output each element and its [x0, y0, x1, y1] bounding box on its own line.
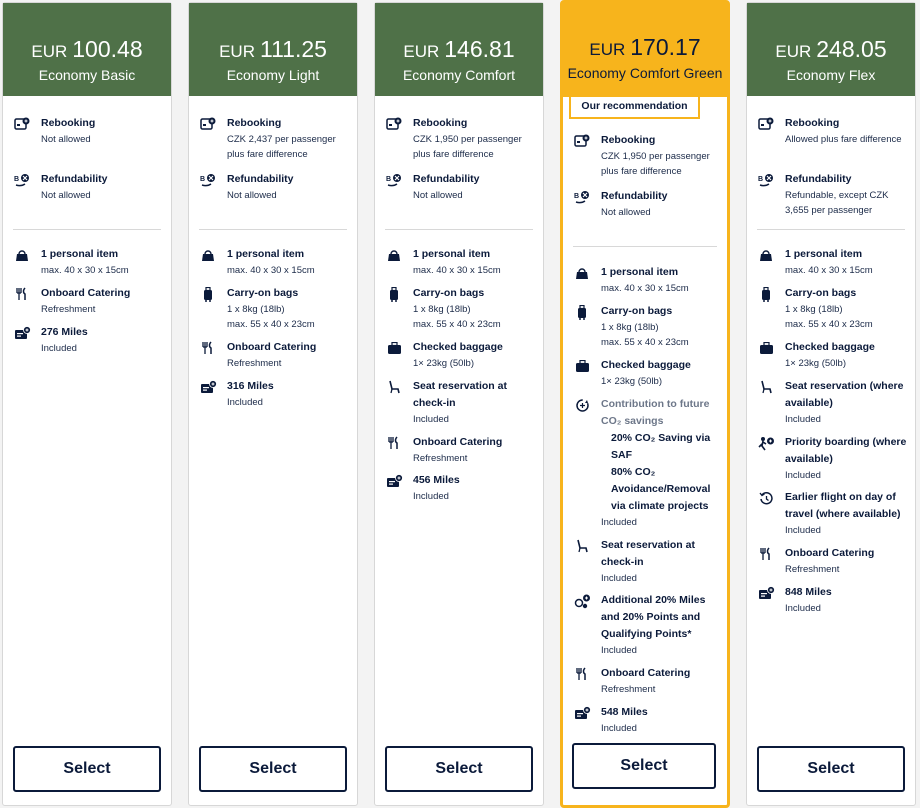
- fare-item-title: Rebooking: [601, 134, 656, 146]
- fare-name: Economy Light: [226, 67, 320, 83]
- fare-item-text: [785, 434, 909, 483]
- fare-card: [560, 0, 730, 808]
- fare-name: Economy Flex: [786, 67, 876, 83]
- recommendation-badge: Our recommendation: [569, 97, 700, 119]
- refund-icon: [573, 189, 591, 205]
- fare-item-title: Seat reservation at check-in: [601, 539, 695, 568]
- seat-icon: [385, 379, 403, 395]
- fare-item: [13, 115, 165, 147]
- fare-item-detail: Included: [785, 470, 821, 481]
- fare-item: [385, 115, 537, 162]
- fare-item: [13, 171, 165, 203]
- fare-item-text: [413, 246, 537, 278]
- fare-item-detail: Included: [601, 645, 637, 656]
- fare-item-detail: Allowed plus fare difference: [785, 134, 902, 145]
- fare-item-title: Rebooking: [413, 117, 468, 129]
- fare-item-detail: max. 55 x 40 x 23cm: [785, 319, 873, 330]
- fare-item-detail: Included: [785, 603, 821, 614]
- fare-item: [573, 264, 725, 296]
- checked-baggage-icon: [573, 358, 591, 374]
- fare-item-title: Contribution to future CO₂ savings: [601, 398, 710, 427]
- fare-item-detail: Included: [227, 397, 263, 408]
- refund-icon: [199, 172, 217, 188]
- seat-icon: [573, 538, 591, 554]
- fare-item: [199, 339, 351, 371]
- fare-item: [199, 115, 351, 162]
- fare-item-title: Refundability: [41, 173, 108, 185]
- fare-item-title: 548 Miles: [601, 706, 648, 718]
- fare-item-text: [601, 132, 725, 179]
- fare-item-detail: 1 x 8kg (18lb): [785, 304, 843, 315]
- fare-item: [13, 324, 165, 356]
- fare-item-subitem: 80% CO₂ Avoidance/Removal via climate projects: [611, 466, 711, 512]
- fare-item-title: Refundability: [227, 173, 294, 185]
- personal-item-icon: [13, 247, 31, 263]
- fare-item: [573, 704, 725, 736]
- fare-item-title: 1 personal item: [413, 248, 491, 260]
- fare-item-detail: Not allowed: [413, 190, 463, 201]
- fare-item-title: Refundability: [413, 173, 480, 185]
- fare-item-detail: Included: [41, 343, 77, 354]
- fare-item: [573, 396, 725, 530]
- fare-header: [189, 3, 357, 96]
- refund-icon: [757, 172, 775, 188]
- fare-item-detail: max. 40 x 30 x 15cm: [413, 265, 501, 276]
- fare-item-detail: Included: [785, 525, 821, 536]
- fare-item-detail: Refreshment: [785, 564, 840, 575]
- fare-name: Economy Comfort Green: [567, 65, 723, 81]
- fare-item-title: Rebooking: [227, 117, 282, 129]
- fare-item-title: Rebooking: [785, 117, 840, 129]
- fare-price: [375, 37, 543, 64]
- select-button[interactable]: Select: [572, 743, 716, 789]
- divider: [385, 229, 533, 230]
- fare-item-title: Rebooking: [41, 117, 96, 129]
- co2-icon: [573, 397, 591, 413]
- fare-item: [385, 246, 537, 278]
- fare-item-text: [227, 246, 351, 278]
- personal-item-icon: [757, 247, 775, 263]
- personal-item-icon: [573, 265, 591, 281]
- fare-item-text: [785, 339, 909, 371]
- fare-item-detail: 1 x 8kg (18lb): [227, 304, 285, 315]
- fare-item-title: 316 Miles: [227, 380, 274, 392]
- svg-text:B: B: [758, 176, 764, 183]
- fare-item-detail: max. 55 x 40 x 23cm: [227, 319, 315, 330]
- catering-icon: [573, 666, 591, 682]
- fare-item-text: [413, 434, 537, 466]
- fare-card: [374, 2, 544, 806]
- fare-item-detail: Not allowed: [41, 190, 91, 201]
- price-amount: 100.48: [72, 36, 143, 62]
- fare-item: [757, 545, 909, 577]
- fare-item-detail: max. 55 x 40 x 23cm: [601, 337, 689, 348]
- fare-item-detail: max. 40 x 30 x 15cm: [601, 283, 689, 294]
- checked-baggage-icon: [757, 340, 775, 356]
- miles-icon: [13, 325, 31, 341]
- catering-icon: [385, 435, 403, 451]
- catering-icon: [13, 286, 31, 302]
- fare-item-detail: max. 40 x 30 x 15cm: [785, 265, 873, 276]
- miles-icon: [199, 379, 217, 395]
- fare-item-title: Carry-on bags: [785, 287, 857, 299]
- divider: [573, 246, 717, 247]
- fare-item: [385, 378, 537, 427]
- catering-icon: [199, 340, 217, 356]
- fare-item: [757, 434, 909, 483]
- fare-item: [199, 285, 351, 332]
- fare-item-text: [413, 339, 537, 371]
- fare-item-title: Priority boarding (where available): [785, 436, 907, 465]
- fare-item-detail: 1× 23kg (50lb): [413, 358, 474, 369]
- fare-header: [563, 3, 727, 97]
- fare-item-text: [413, 115, 537, 162]
- fare-item-detail: Not allowed: [41, 134, 91, 145]
- fare-item-title: 276 Miles: [41, 326, 88, 338]
- fare-item-text: [41, 115, 165, 147]
- carry-on-icon: [199, 286, 217, 302]
- svg-text:B: B: [14, 176, 20, 183]
- divider: [13, 229, 161, 230]
- select-button[interactable]: Select: [757, 746, 905, 792]
- fare-item-title: Seat reservation at check-in: [413, 380, 507, 409]
- carry-on-icon: [385, 286, 403, 302]
- fare-item: [385, 339, 537, 371]
- rebooking-icon: [385, 116, 403, 132]
- refund-icon: [385, 172, 403, 188]
- fare-name: Economy Comfort: [402, 67, 516, 83]
- fare-item-detail: Not allowed: [601, 207, 651, 218]
- fare-item: [757, 171, 909, 218]
- currency-label: EUR: [775, 42, 812, 61]
- fare-item-title: Additional 20% Miles and 20% Points and Qualifying Points*: [601, 594, 706, 640]
- fare-item: [573, 537, 725, 586]
- select-button[interactable]: Select: [13, 746, 161, 792]
- fare-item-text: [601, 188, 725, 220]
- currency-label: EUR: [219, 42, 255, 61]
- fare-item-text: [41, 285, 165, 317]
- svg-text:B: B: [200, 176, 206, 183]
- fare-item: [13, 246, 165, 278]
- fare-header: [747, 3, 915, 96]
- fare-price: [189, 37, 357, 64]
- fare-item-title: Carry-on bags: [601, 305, 673, 317]
- fare-item-text: [601, 704, 725, 736]
- fare-item: [573, 303, 725, 350]
- fare-item-detail: 1 x 8kg (18lb): [601, 322, 659, 333]
- fare-item-text: [601, 537, 725, 586]
- checked-baggage-icon: [385, 340, 403, 356]
- fare-item-detail: Included: [601, 517, 637, 528]
- rebooking-icon: [757, 116, 775, 132]
- fare-item-detail: Refreshment: [227, 358, 282, 369]
- fare-item-detail: Included: [601, 573, 637, 584]
- fare-item: [13, 285, 165, 317]
- price-amount: 170.17: [630, 34, 701, 60]
- fare-item: [573, 188, 725, 220]
- fare-item-detail: Not allowed: [227, 190, 277, 201]
- fare-item: [757, 378, 909, 427]
- fare-header: [375, 3, 543, 96]
- personal-item-icon: [199, 247, 217, 263]
- fare-item-detail: 1 x 8kg (18lb): [413, 304, 471, 315]
- fare-price: [747, 37, 915, 64]
- carry-on-icon: [573, 304, 591, 320]
- fare-item-title: Refundability: [601, 190, 668, 202]
- fare-item-detail: CZK 1,950 per passenger plus fare difference: [413, 134, 522, 160]
- fare-item-text: [785, 378, 909, 427]
- fare-item-text: [785, 545, 909, 577]
- fare-item-detail: Included: [601, 723, 637, 734]
- fare-item-title: 1 personal item: [601, 266, 679, 278]
- fare-item-text: [601, 264, 725, 296]
- fare-item-text: [413, 378, 537, 427]
- fare-item: [573, 357, 725, 389]
- fare-item: [757, 489, 909, 538]
- fare-item: [573, 132, 725, 179]
- fare-item-detail: Refreshment: [41, 304, 96, 315]
- fare-card: [188, 2, 358, 806]
- fare-item-title: Checked baggage: [785, 341, 875, 353]
- fare-item-title: Earlier flight on day of travel (where available): [785, 491, 901, 520]
- fare-item-text: [413, 285, 537, 332]
- rebooking-icon: [573, 133, 591, 149]
- fare-item: [199, 171, 351, 203]
- fare-item-text: [601, 592, 725, 658]
- select-button[interactable]: Select: [385, 746, 533, 792]
- fare-price: [563, 35, 727, 62]
- fare-item-text: [227, 171, 351, 203]
- fare-item-text: [785, 171, 909, 218]
- fare-item-text: [785, 115, 909, 147]
- fare-item-title: Refundability: [785, 173, 852, 185]
- catering-icon: [757, 546, 775, 562]
- carry-on-icon: [757, 286, 775, 302]
- miles-icon: [385, 473, 403, 489]
- fare-header: [3, 3, 171, 96]
- fare-item-detail: CZK 2,437 per passenger plus fare difference: [227, 134, 336, 160]
- fare-item-text: [785, 489, 909, 538]
- fare-item: [385, 472, 537, 504]
- rebooking-icon: [13, 116, 31, 132]
- fare-item-text: [413, 472, 537, 504]
- earlier-flight-icon: [757, 490, 775, 506]
- seat-icon: [757, 379, 775, 395]
- fare-item-title: 456 Miles: [413, 474, 460, 486]
- refund-icon: [13, 172, 31, 188]
- fare-item-detail: Refreshment: [413, 453, 468, 464]
- miles-icon: [757, 585, 775, 601]
- fare-item-text: [601, 396, 725, 530]
- fare-item-text: [413, 171, 537, 203]
- currency-label: EUR: [589, 40, 626, 59]
- fare-item-title: Onboard Catering: [227, 341, 317, 353]
- personal-item-icon: [385, 247, 403, 263]
- fare-item-detail: max. 40 x 30 x 15cm: [41, 265, 129, 276]
- fare-item-title: Carry-on bags: [413, 287, 485, 299]
- bonus-miles-icon: [573, 593, 591, 609]
- fare-item-title: 1 personal item: [785, 248, 863, 260]
- divider: [757, 229, 905, 230]
- svg-text:B: B: [386, 176, 392, 183]
- price-amount: 111.25: [259, 36, 327, 62]
- priority-boarding-icon: [757, 435, 775, 451]
- fare-item-title: Checked baggage: [413, 341, 503, 353]
- fare-item-title: Onboard Catering: [41, 287, 131, 299]
- fare-item-title: 1 personal item: [41, 248, 119, 260]
- fare-item-text: [227, 285, 351, 332]
- fare-item-detail: Included: [413, 414, 449, 425]
- fare-item-text: [41, 324, 165, 356]
- fare-item: [757, 246, 909, 278]
- fare-item-detail: 1× 23kg (50lb): [601, 376, 662, 387]
- fare-item-detail: 1× 23kg (50lb): [785, 358, 846, 369]
- fare-item-text: [785, 584, 909, 616]
- fare-item: [199, 378, 351, 410]
- fare-item-text: [601, 357, 725, 389]
- fare-item-title: Seat reservation (where available): [785, 380, 904, 409]
- price-amount: 248.05: [816, 36, 887, 62]
- fare-item: [385, 171, 537, 203]
- select-button[interactable]: Select: [199, 746, 347, 792]
- fare-item-title: Onboard Catering: [413, 436, 503, 448]
- fare-item-text: [785, 285, 909, 332]
- fare-item-detail: CZK 1,950 per passenger plus fare difference: [601, 151, 710, 177]
- fare-item-text: [601, 303, 725, 350]
- price-amount: 146.81: [444, 36, 515, 62]
- fare-item: [385, 285, 537, 332]
- fare-item-subitem: 20% CO₂ Saving via SAF: [611, 432, 711, 461]
- fare-item-text: [41, 171, 165, 203]
- svg-text:B: B: [574, 193, 580, 200]
- fare-item-text: [601, 665, 725, 697]
- fare-item-detail: max. 40 x 30 x 15cm: [227, 265, 315, 276]
- currency-label: EUR: [31, 42, 68, 61]
- fare-item-detail: max. 55 x 40 x 23cm: [413, 319, 501, 330]
- miles-icon: [573, 705, 591, 721]
- divider: [199, 229, 347, 230]
- fare-item-text: [227, 115, 351, 162]
- fare-item: [573, 592, 725, 658]
- fare-item-text: [227, 378, 351, 410]
- fare-item-title: Carry-on bags: [227, 287, 299, 299]
- fare-name: Economy Basic: [38, 67, 136, 83]
- rebooking-icon: [199, 116, 217, 132]
- fare-item: [757, 285, 909, 332]
- fare-item-text: [227, 339, 351, 371]
- fare-card: [2, 2, 172, 806]
- fare-item-detail: Included: [413, 491, 449, 502]
- fare-item-text: [785, 246, 909, 278]
- fare-item: [199, 246, 351, 278]
- fare-card: [746, 2, 916, 806]
- fare-item: [757, 339, 909, 371]
- fare-item: [757, 115, 909, 147]
- fare-item-title: 1 personal item: [227, 248, 305, 260]
- fare-item: [757, 584, 909, 616]
- fare-item-title: 848 Miles: [785, 586, 832, 598]
- fare-item: [385, 434, 537, 466]
- fare-item-detail: Refundable, except CZK 3,655 per passenger: [785, 190, 889, 216]
- fare-item-title: Checked baggage: [601, 359, 691, 371]
- fare-item-title: Onboard Catering: [601, 667, 691, 679]
- fare-item: [573, 665, 725, 697]
- currency-label: EUR: [403, 42, 440, 61]
- fare-item-text: [41, 246, 165, 278]
- fare-item-title: Onboard Catering: [785, 547, 875, 559]
- fare-price: [3, 37, 171, 64]
- fare-item-detail: Included: [785, 414, 821, 425]
- fare-item-detail: Refreshment: [601, 684, 656, 695]
